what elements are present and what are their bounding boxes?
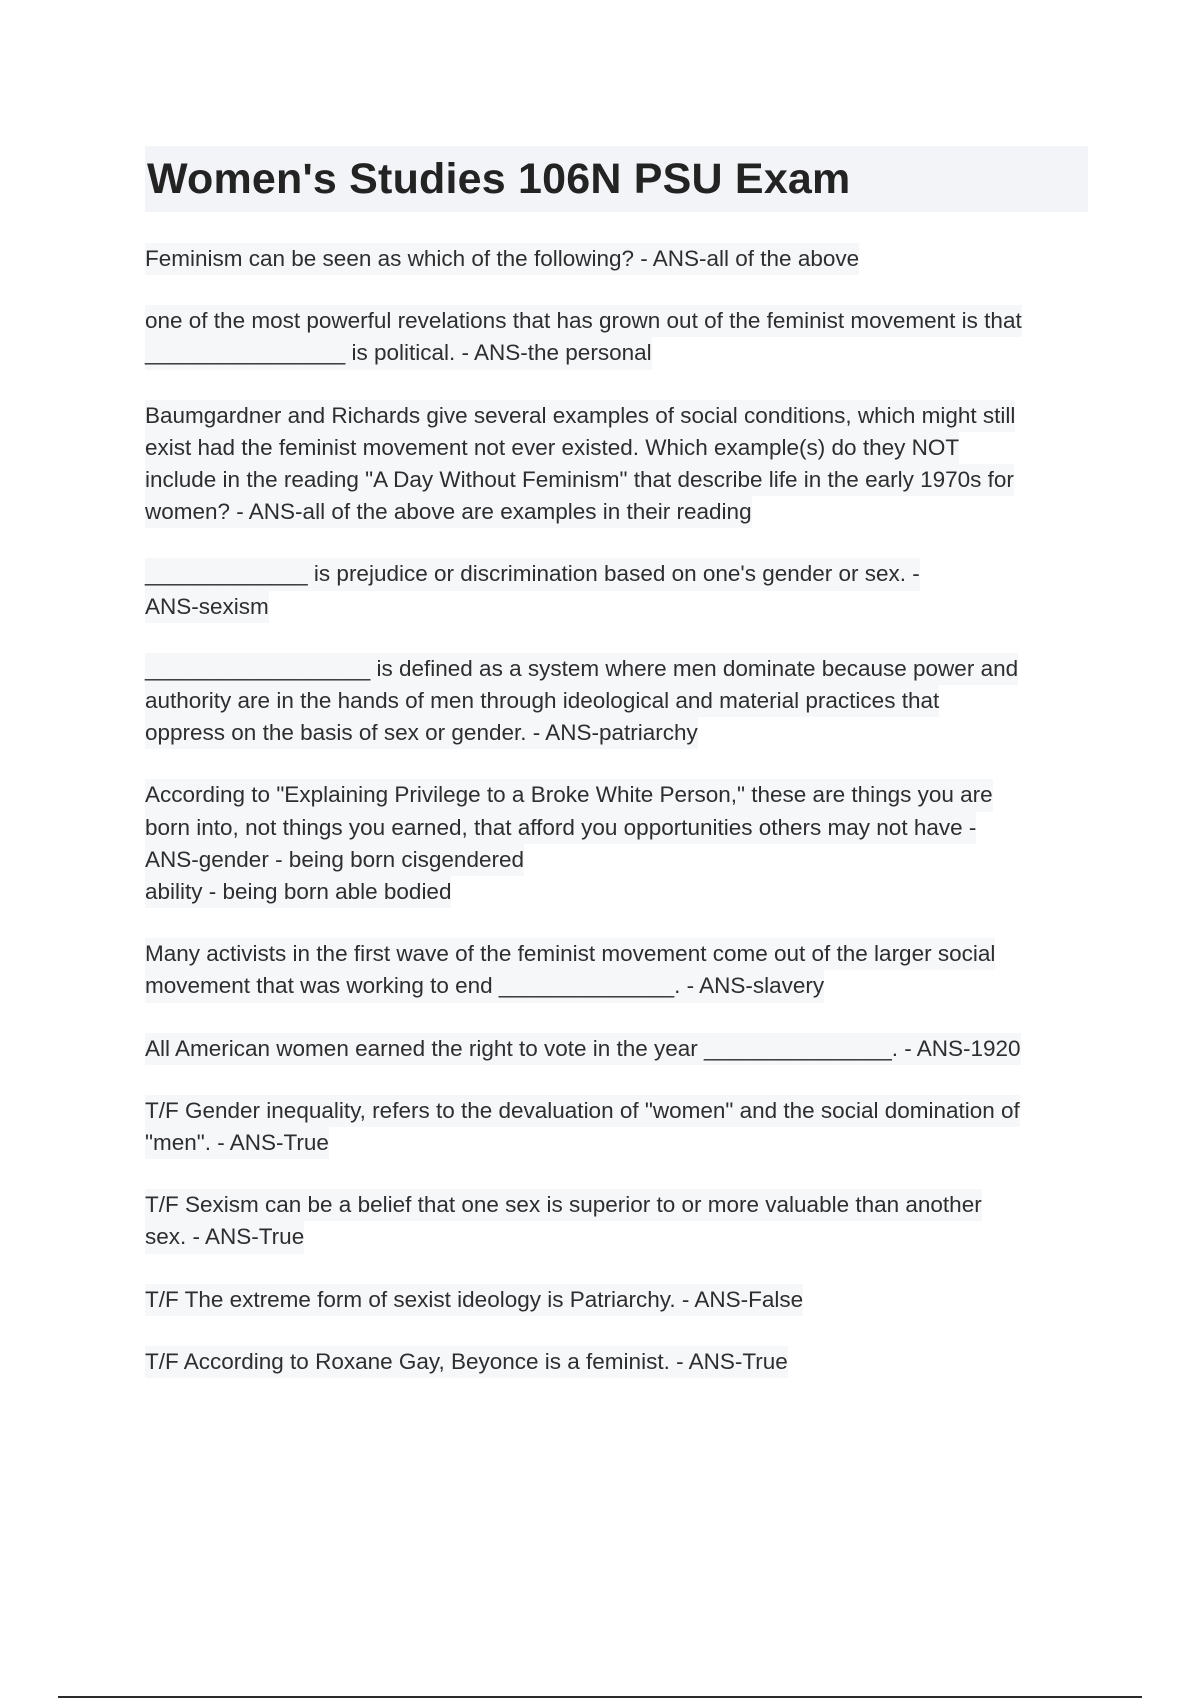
- question-text-line: ANS-gender - being born cisgendered: [145, 844, 524, 876]
- question-item: [145, 1346, 1095, 1378]
- question-item: [145, 653, 1095, 750]
- question-text-line: one of the most powerful revelations that has grown out of the feminist movement is that: [145, 305, 1022, 337]
- question-text-line: _____________ is prejudice or discrimination based on one's gender or sex. -: [145, 558, 920, 590]
- question-text-line: "men". - ANS-True: [145, 1127, 329, 1159]
- question-text-line: __________________ is defined as a system where men dominate because power and: [145, 653, 1018, 685]
- question-item: [145, 243, 1095, 275]
- question-text-line: ANS-sexism: [145, 591, 269, 623]
- question-item: [145, 779, 1095, 908]
- question-item: [145, 1284, 1095, 1316]
- question-item: [145, 400, 1095, 529]
- question-item: [145, 1189, 1095, 1253]
- footer-divider: [58, 1696, 1142, 1698]
- page-title: Women's Studies 106N PSU Exam: [147, 155, 851, 203]
- question-text-line: authority are in the hands of men through ideological and material practices that: [145, 685, 939, 717]
- question-text-line: ________________ is political. - ANS-the personal: [145, 337, 652, 369]
- question-text-line: ability - being born able bodied: [145, 876, 451, 908]
- question-text-line: exist had the feminist movement not ever existed. Which example(s) do they NOT: [145, 432, 959, 464]
- question-text-line: Many activists in the first wave of the feminist movement come out of the larger social: [145, 938, 995, 970]
- question-item: [145, 1095, 1095, 1159]
- question-text-line: All American women earned the right to vote in the year _______________. - ANS-1920: [145, 1033, 1021, 1065]
- question-text-line: women? - ANS-all of the above are examples in their reading: [145, 496, 752, 528]
- question-text-line: T/F The extreme form of sexist ideology is Patriarchy. - ANS-False: [145, 1284, 803, 1316]
- question-item: [145, 938, 1095, 1002]
- question-text-line: T/F Sexism can be a belief that one sex is superior to or more valuable than another: [145, 1189, 982, 1221]
- question-text-line: Feminism can be seen as which of the following? - ANS-all of the above: [145, 243, 859, 275]
- question-text-line: Baumgardner and Richards give several examples of social conditions, which might still: [145, 400, 1015, 432]
- question-text-line: sex. - ANS-True: [145, 1221, 304, 1253]
- question-text-line: born into, not things you earned, that afford you opportunities others may not have -: [145, 812, 976, 844]
- question-text-line: include in the reading "A Day Without Feminism" that describe life in the early 1970s for: [145, 464, 1014, 496]
- title-banner: [145, 146, 1088, 212]
- question-list: [145, 243, 1095, 1408]
- question-text-line: T/F Gender inequality, refers to the devaluation of "women" and the social domination of: [145, 1095, 1020, 1127]
- question-text-line: According to "Explaining Privilege to a Broke White Person," these are things you are: [145, 779, 993, 811]
- question-text-line: movement that was working to end ______________. - ANS-slavery: [145, 970, 824, 1002]
- question-item: [145, 305, 1095, 369]
- question-item: [145, 558, 1095, 622]
- question-text-line: oppress on the basis of sex or gender. - ANS-patriarchy: [145, 717, 698, 749]
- question-text-line: T/F According to Roxane Gay, Beyonce is a feminist. - ANS-True: [145, 1346, 788, 1378]
- question-item: [145, 1033, 1095, 1065]
